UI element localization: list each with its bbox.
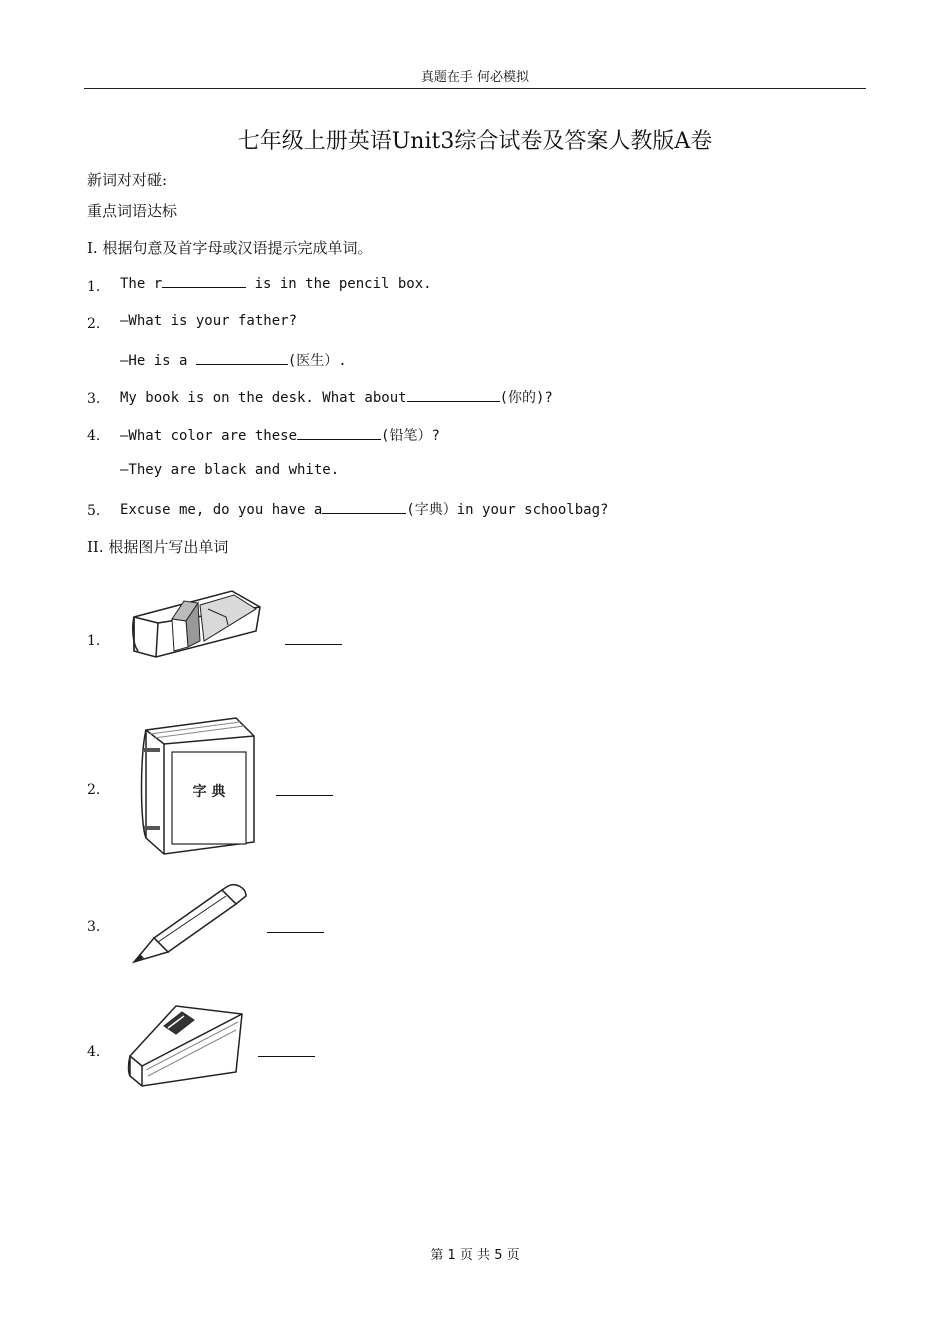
dictionary-label: 字 典	[192, 784, 226, 800]
intro-line-1: 新词对对碰:	[87, 171, 168, 189]
question-4-line-2: —They are black and white.	[120, 462, 340, 478]
question-text: (字典）in your schoolbag?	[406, 502, 609, 518]
pencil-icon	[128, 880, 252, 966]
answer-blank[interactable]	[407, 389, 500, 402]
question-text: is in the pencil box.	[246, 276, 432, 292]
question-text: —He is a	[120, 353, 196, 369]
answer-blank[interactable]	[162, 275, 246, 288]
question-3	[120, 387, 553, 407]
answer-blank[interactable]	[322, 501, 406, 514]
answer-line[interactable]	[267, 932, 324, 933]
question-text: (医生）.	[287, 353, 347, 369]
page-footer: 第 1 页 共 5 页	[430, 1248, 520, 1263]
question-text: The r	[120, 276, 163, 292]
question-text: Excuse me, do you have a	[120, 502, 323, 518]
section2-heading: II. 根据图片写出单词	[87, 538, 229, 556]
answer-line[interactable]	[285, 644, 342, 645]
question-number: 2.	[87, 316, 101, 332]
question-number: 1.	[87, 279, 101, 295]
question-2-line-1: —What is your father?	[120, 313, 298, 329]
question-2-line-2	[120, 350, 347, 370]
question-text: —What color are these	[120, 428, 298, 444]
picture-item-number: 1.	[87, 633, 101, 649]
section1-heading: I. 根据句意及首字母或汉语提示完成单词。	[87, 239, 373, 257]
header-divider	[84, 88, 866, 89]
question-4	[120, 425, 440, 445]
picture-item-number: 2.	[87, 782, 101, 798]
answer-line[interactable]	[276, 795, 333, 796]
page-title: 七年级上册英语Unit3综合试卷及答案人教版A卷	[237, 129, 713, 154]
picture-item-number: 3.	[87, 919, 101, 935]
answer-blank[interactable]	[196, 352, 288, 365]
question-number: 5.	[87, 503, 101, 519]
question-1	[120, 275, 432, 292]
picture-item-number: 4.	[87, 1044, 101, 1060]
question-text: My book is on the desk. What about	[120, 390, 407, 406]
page-header: 真题在手 何必模拟	[420, 70, 530, 85]
question-text: (铅笔）?	[381, 428, 440, 444]
question-5	[120, 499, 608, 519]
eraser-icon	[128, 585, 263, 663]
book-icon	[126, 1000, 246, 1090]
question-text: (你的)?	[499, 390, 553, 406]
question-number: 3.	[87, 391, 101, 407]
intro-line-2: 重点词语达标	[87, 202, 178, 220]
dictionary-icon	[136, 714, 262, 858]
answer-blank[interactable]	[297, 427, 381, 440]
answer-line[interactable]	[258, 1056, 315, 1057]
question-number: 4.	[87, 428, 101, 444]
